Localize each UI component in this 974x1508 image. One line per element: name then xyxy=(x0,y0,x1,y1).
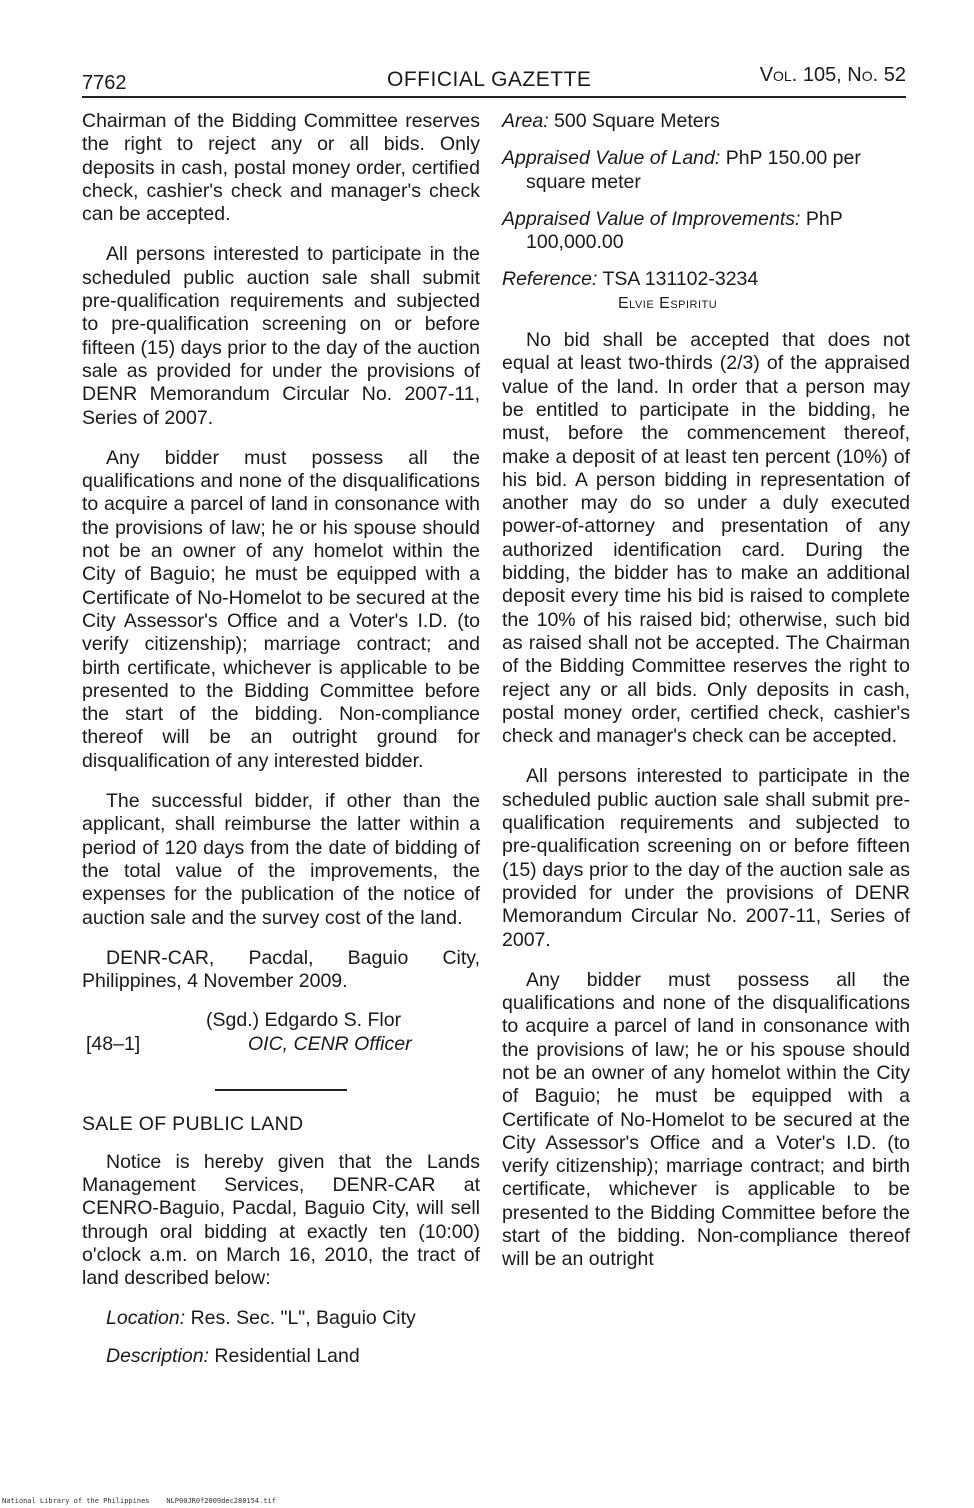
field-label: Location: xyxy=(106,1307,186,1330)
volume-number: Vol. 105, No. 52 xyxy=(759,64,906,86)
scan-stamp: National Library of the Philippines NLP00JR0f2009dec280154.tif xyxy=(2,1497,276,1505)
place-and-date: DENR-CAR, Pacdal, Baguio City, Philippines, 4 November 2009. xyxy=(82,946,480,993)
field-label: Reference: xyxy=(502,268,598,291)
field-label: Area: xyxy=(502,110,549,132)
page-header xyxy=(82,62,906,98)
field-value: 500 Square Meters xyxy=(554,110,720,132)
appraised-improvements-field xyxy=(502,208,910,255)
field-value: Residential Land xyxy=(214,1344,360,1367)
field-label: Description: xyxy=(106,1344,209,1367)
publication-title: OFFICIAL GAZETTE xyxy=(387,68,592,91)
signatory-title: OIC, CENR Officer xyxy=(248,1033,412,1056)
paragraph: The successful bidder, if other than the applicant, shall reimburse the latter within a period of 120 days from the date of bidding of the total value of the improvements, the expenses for the publication of the notice of auction sale and the survey cost of the land. xyxy=(82,790,480,929)
left-column xyxy=(82,110,480,1382)
reference-field xyxy=(502,268,910,315)
area-field xyxy=(502,110,910,133)
paragraph: Chairman of the Bidding Committee reserves the right to reject any or all bids. Only deposits in cash, postal money order, certified check, cashier's check and manager's check can be accepted. xyxy=(82,110,480,226)
section-divider xyxy=(215,1089,347,1091)
section-title: SALE OF PUBLIC LAND xyxy=(82,1113,304,1136)
paragraph: No bid shall be accepted that does not equal at least two-thirds (2/3) of the appraised value of the land. In order that a person may be entitled to participate in the bidding, he must, before the commencement thereof, make a deposit of at least ten percent (10%) of his bid. A person bidding in representation of another may do so under a duly executed power-of-attorney and presentation of any authorized identification card. During the bidding, the bidder has to make an additional deposit every time his bid is raised to complete the 10% of his raised bid; otherwise, such bid as raised shall not be accepted. The Chairman of the Bidding Committee reserves the right to reject any or all bids. Only deposits in cash, postal money order, certified check, cashier's check and manager's check can be accepted. xyxy=(502,329,910,748)
field-value: PhP 150.00 per square meter xyxy=(526,147,861,193)
signatory-name: (Sgd.) Edgardo S. Flor xyxy=(206,1009,402,1032)
appraised-land-field xyxy=(502,147,910,194)
paragraph: Any bidder must possess all the qualifications and none of the disqualifications to acquire a parcel of land in consonance with the provisions of law; he or his spouse should not be an owner of any homelot within the City of Baguio; he must be equipped with a Certificate of No-Homelot to be secured at the City Assessor's Office and a Voter's I.D. (to verify citizenship); marriage contract; and birth certificate, whichever is applicable to be presented to the Bidding Committee before the start of the bidding. Non-compliance thereof will be an outright xyxy=(502,968,910,1271)
paragraph: All persons interested to participate in the scheduled public auction sale shall submit pre-qualification requirements and subjected to pre-qualification screening on or before fifteen (15) days prior to the day of the auction sale as provided for under the provisions of DENR Memorandum Circular No. 2007-11, Series of 2007. xyxy=(82,243,480,429)
page-number: 7762 xyxy=(82,72,127,94)
description-field xyxy=(82,1345,480,1368)
right-column xyxy=(502,110,910,1289)
reference-name: Elvie Espiritu xyxy=(618,294,718,312)
location-field xyxy=(82,1307,480,1330)
notice-id: [48–1] xyxy=(86,1033,141,1056)
field-value: Res. Sec. "L", Baguio City xyxy=(190,1307,416,1330)
notice-paragraph: Notice is hereby given that the Lands Management Services, DENR-CAR at CENRO-Baguio, Pacdal, Baguio City, will sell through oral bidding at exactly ten (10:00) o'clock a.m. on March 16, 2010, the tract of land described below: xyxy=(82,1150,480,1290)
field-label: Appraised Value of Land: xyxy=(502,147,721,170)
field-label: Appraised Value of Improvements: xyxy=(502,207,801,230)
field-value: TSA 131102-3234 xyxy=(602,268,759,291)
paragraph: Any bidder must possess all the qualifications and none of the disqualifications to acquire a parcel of land in consonance with the provisions of law; he or his spouse should not be an owner of any homelot within the City of Baguio; he must be equipped with a Certificate of No-Homelot to be secured at the City Assessor's Office and a Voter's I.D. (to verify citizenship); marriage contract; and birth certificate, whichever is applicable to be presented to the Bidding Committee before the start of the bidding. Non-compliance thereof will be an outright ground for disqualification of any interested bidder. xyxy=(82,446,480,772)
field-value: PhP 100,000.00 xyxy=(526,207,843,254)
paragraph: All persons interested to participate in the scheduled public auction sale shall submit pre-qualification requirements and subjected to pre-qualification screening on or before fifteen (15) days prior to the day of the auction sale as provided for under the provisions of DENR Memorandum Circular No. 2007-11, Series of 2007. xyxy=(502,765,910,951)
signature-block xyxy=(82,1009,480,1067)
